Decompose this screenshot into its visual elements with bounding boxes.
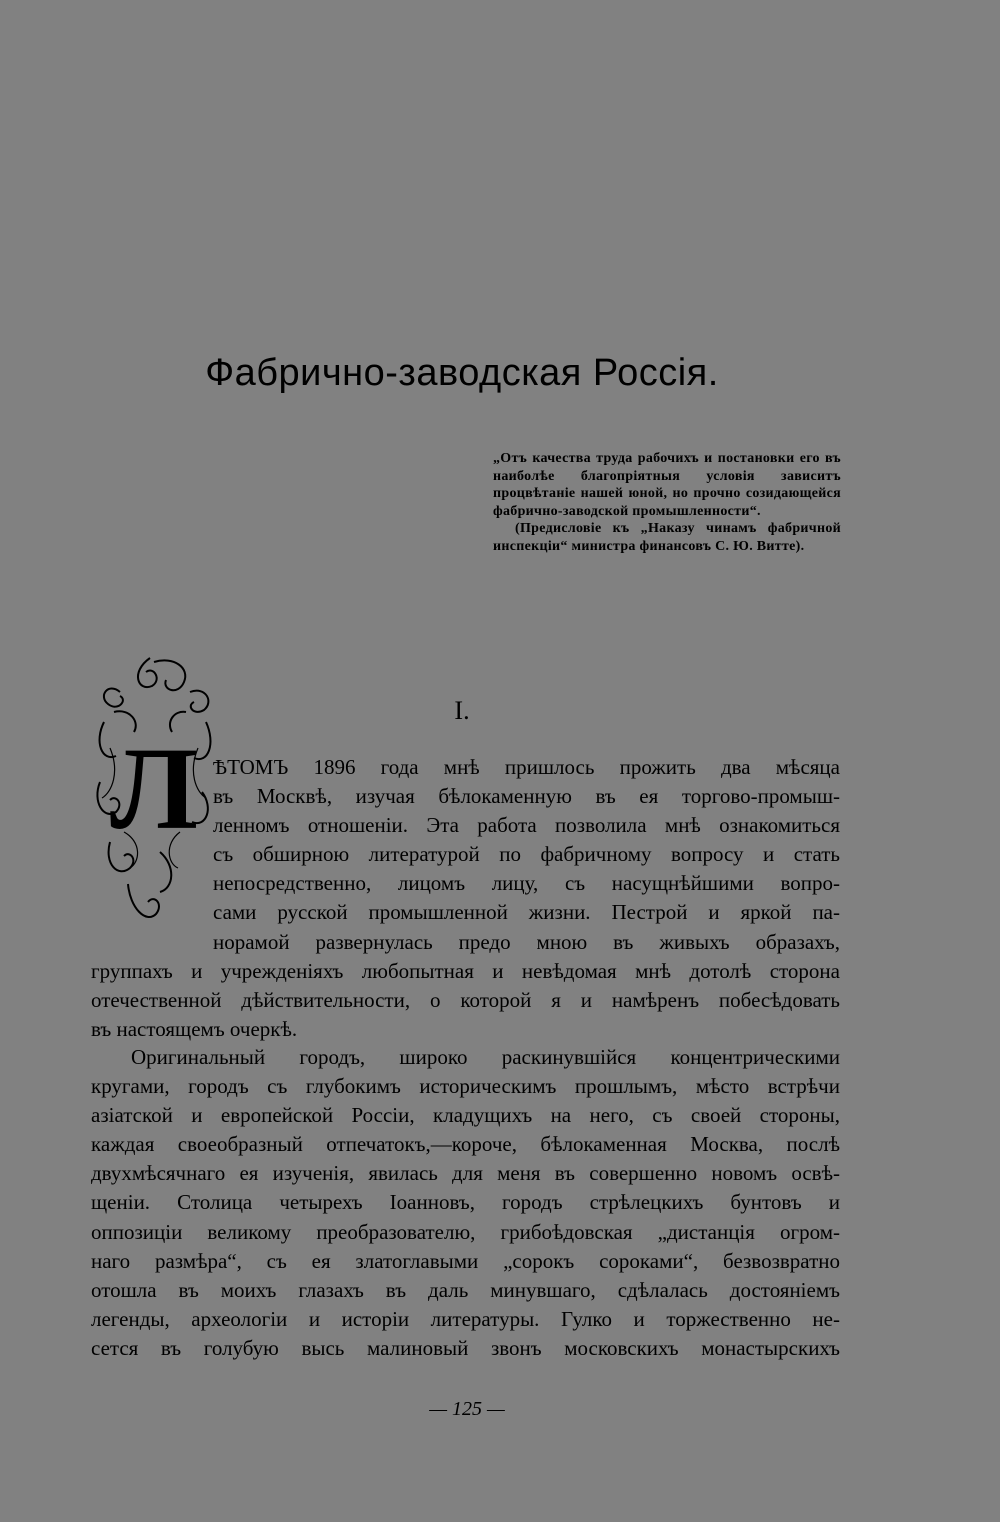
- text-line: наго размѣра“, съ ея златоглавыми „сорокъ сороками“, безвозвратно: [91, 1248, 840, 1273]
- text-line: Оригинальный городъ, широко раскинувшійся концентрическими: [131, 1045, 840, 1069]
- text-line: непосредственно, лицомъ лицу, съ насущнѣйшими вопро-: [213, 871, 840, 896]
- initial-letter: Л: [110, 723, 198, 854]
- page-number: — 125 —: [429, 1398, 505, 1420]
- paragraph-2: [91, 1043, 840, 1363]
- text-line: азіатской и европейской Россіи, кладущихъ на него, съ своей стороны,: [91, 1103, 840, 1128]
- text-line: отечественной дѣйствительности, о которой я и намѣренъ побесѣдовать: [91, 987, 840, 1012]
- text-line: группахъ и учрежденіяхъ любопытная и невѣдомая мнѣ дотолѣ сторона: [91, 958, 840, 983]
- chapter-title: Фабрично-заводская Россія.: [205, 352, 719, 394]
- section-number: I.: [454, 696, 470, 725]
- paragraph-1: [91, 753, 840, 1044]
- text-line: ленномъ отношеніи. Эта работа позволила мнѣ ознакомиться: [213, 813, 840, 838]
- epigraph: [493, 450, 841, 555]
- text-line: отошла въ моихъ глазахъ въ даль минувшаго, сдѣлалась достояніемъ: [91, 1277, 840, 1302]
- text-line: въ настоящемъ очеркѣ.: [91, 1016, 298, 1041]
- text-line: каждая своеобразный отпечатокъ,—короче, бѣлокаменная Москва, послѣ: [91, 1132, 840, 1157]
- text-line: оппозиціи великому преобразователю, грибоѣдовская „дистанція огром-: [91, 1219, 840, 1244]
- epigraph-quote: „Отъ качества труда рабочихъ и постановки его въ наиболѣе благопріятныя условія зависитъ процвѣтаніе нашей юной, но прочно созидающейся фабрично-заводской промышленности“.: [493, 451, 841, 519]
- text-line: кругами, городъ съ глубокимъ историческимъ прошлымъ, мѣсто встрѣчи: [91, 1074, 840, 1099]
- text-line: двухмѣсячнаго ея изученія, явилась для меня въ совершенно новомъ освѣ-: [91, 1161, 840, 1186]
- text-line: ѢТОМЪ 1896 года мнѣ пришлось прожить два мѣсяца: [213, 755, 840, 779]
- text-line: норамой развернулась предо мною въ живыхъ образахъ,: [213, 929, 840, 954]
- text-line: въ Москвѣ, изучая бѣлокаменную въ ея торгово-промыш-: [213, 784, 840, 809]
- text-line: сется въ голубую высь малиновый звонъ московскихъ монастырскихъ: [91, 1335, 840, 1360]
- text-line: сами русской промышленной жизни. Пестрой и яркой па-: [213, 900, 840, 925]
- text-line: щеніи. Столица четырехъ Іоанновъ, городъ стрѣлецкихъ бунтовъ и: [91, 1190, 840, 1215]
- epigraph-source: (Предисловіе къ „Наказу чинамъ фабричной инспекціи“ министра финансовъ С. Ю. Витте).: [493, 521, 841, 554]
- text-line: съ обширною литературой по фабричному вопросу и стать: [213, 842, 840, 867]
- text-line: легенды, археологіи и исторіи литературы. Гулко и торжественно не-: [91, 1306, 840, 1331]
